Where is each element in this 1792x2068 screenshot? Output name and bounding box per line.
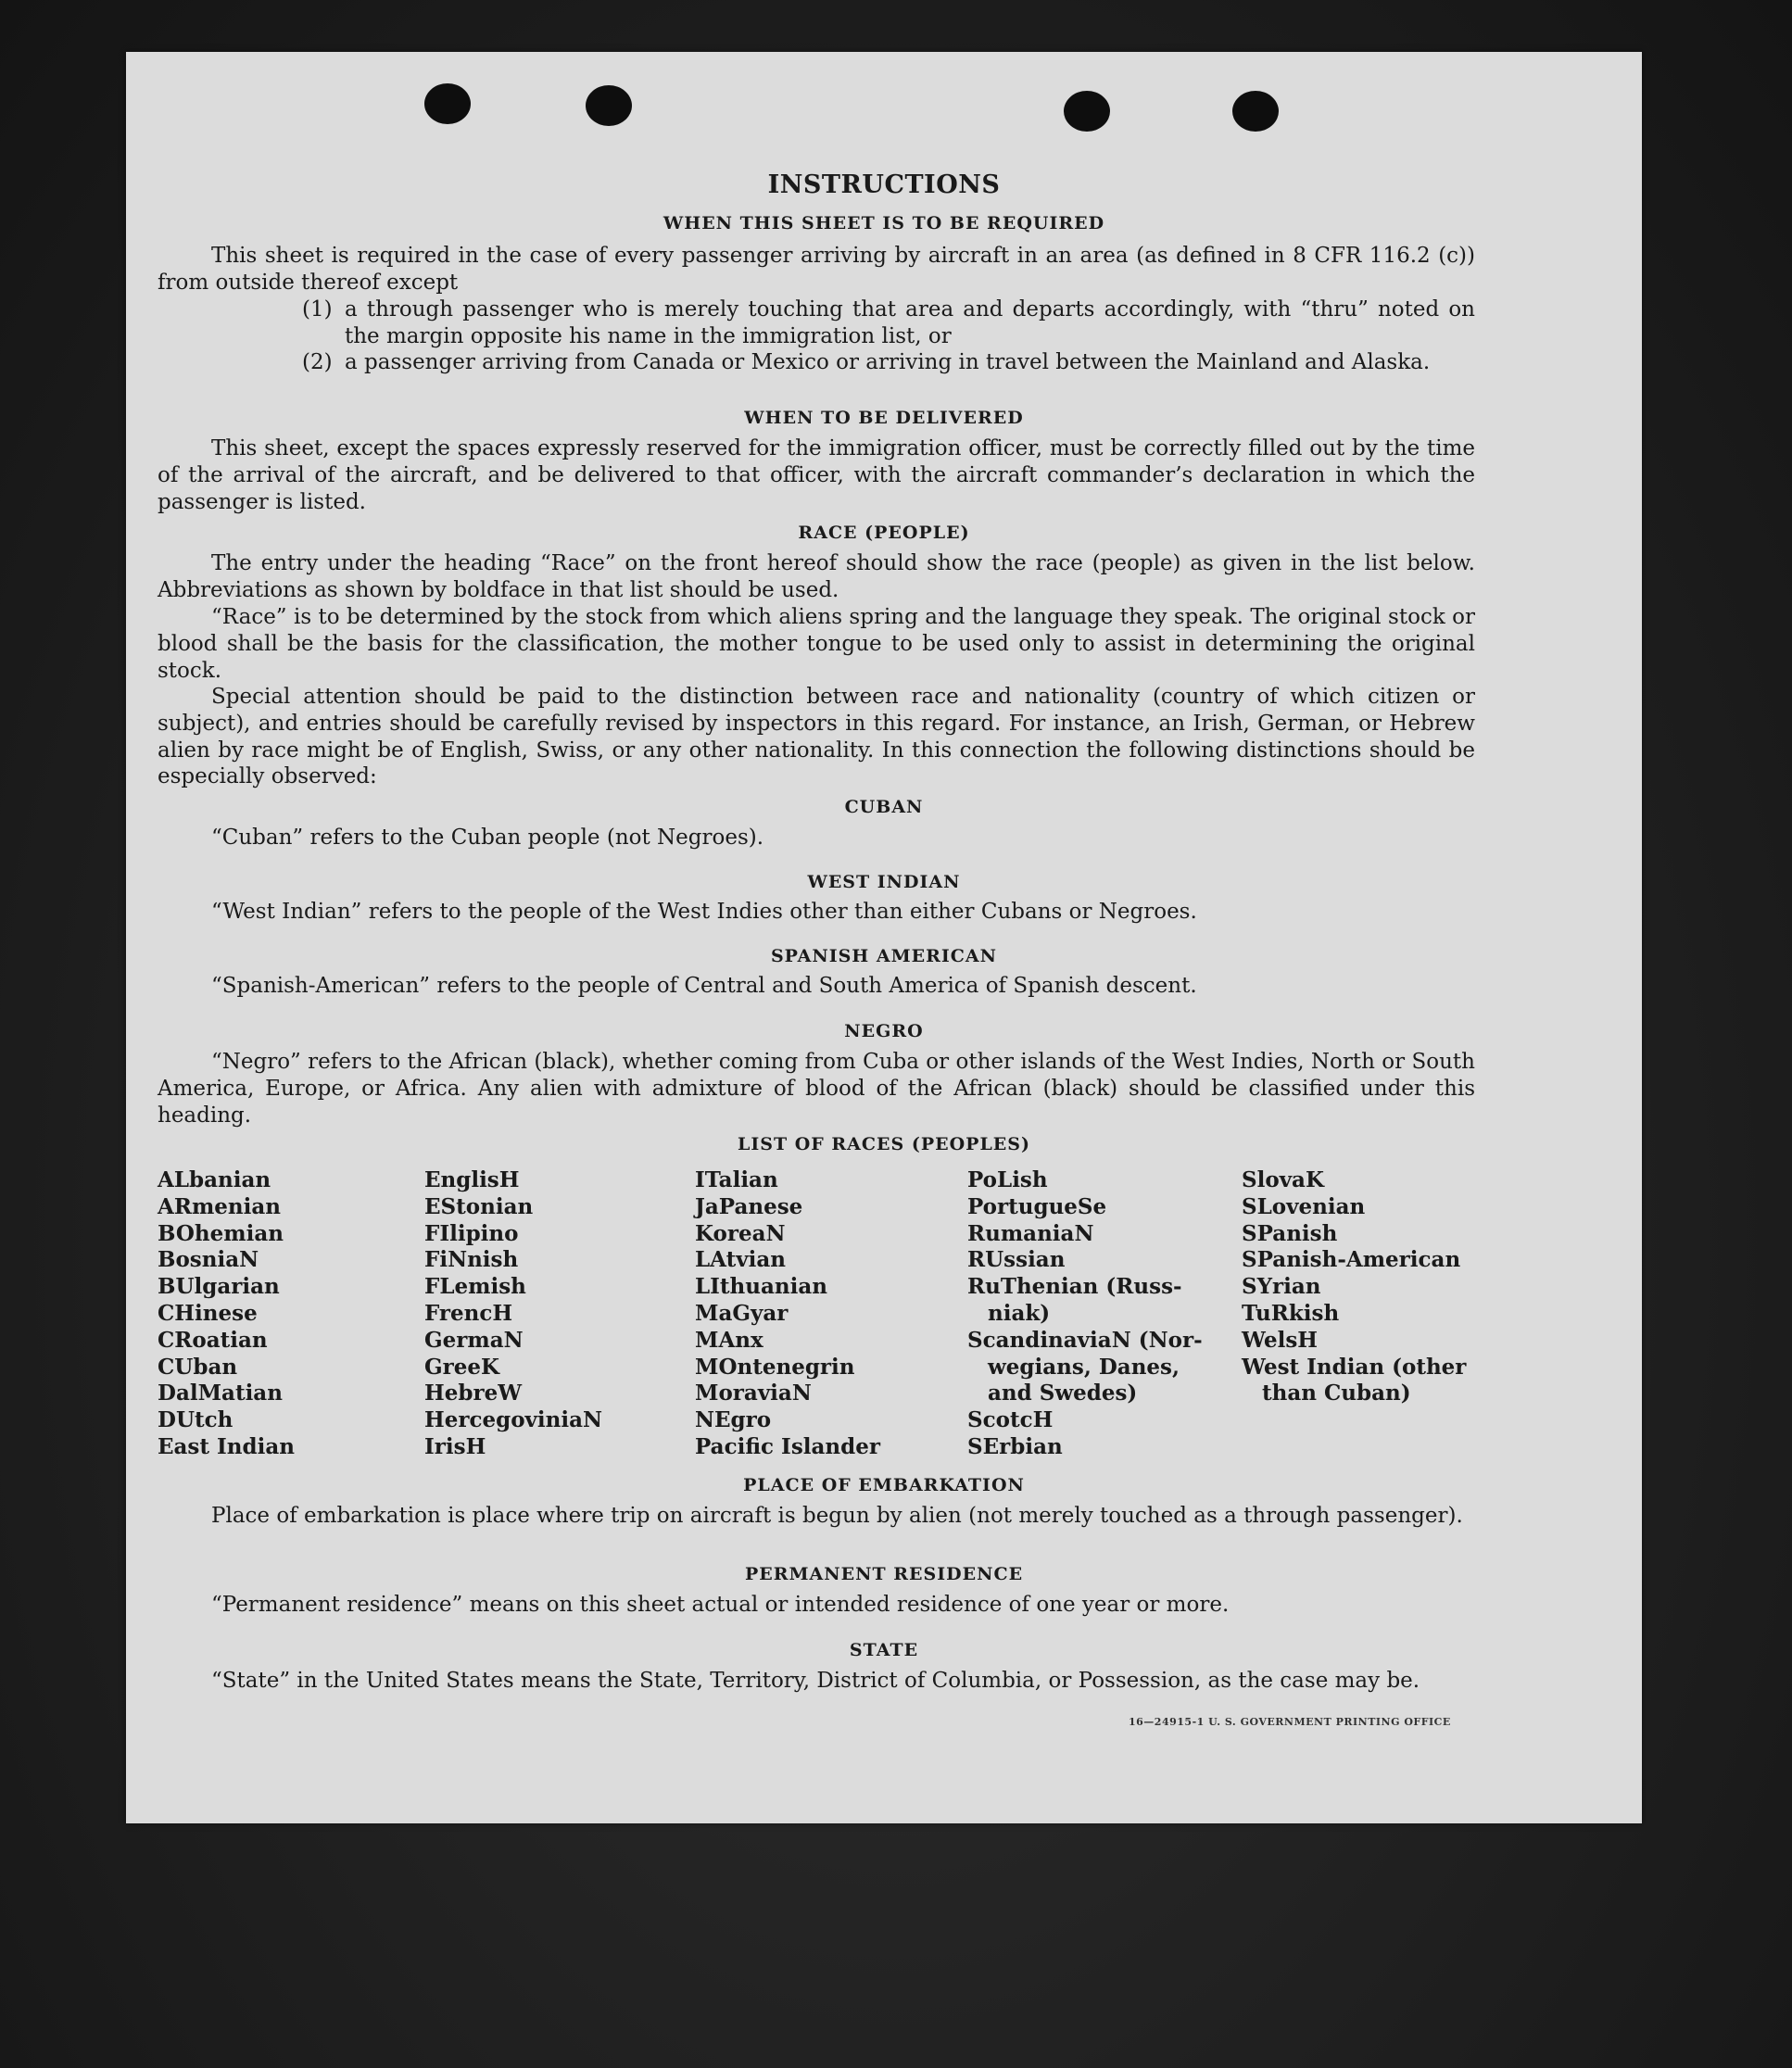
- section-heading: LIST OF RACES (PEOPLES): [738, 1134, 1030, 1154]
- race-entry: FrencH: [424, 1300, 513, 1326]
- race-entry: GermaN: [424, 1327, 524, 1353]
- section-heading: PLACE OF EMBARKATION: [743, 1475, 1025, 1495]
- punch-hole: [424, 83, 471, 124]
- race-entry: niak): [988, 1300, 1051, 1326]
- race-entry: wegians, Danes,: [988, 1354, 1180, 1380]
- punch-hole: [586, 85, 632, 126]
- item-text: a through passenger who is merely touching that area and departs accordingly, with “thru” noted on the margin opposite his name in the immigration list, or: [345, 297, 1475, 348]
- race-entry: WelsH: [1242, 1327, 1319, 1353]
- punch-hole: [1232, 91, 1279, 132]
- race-entry: MoraviaN: [695, 1381, 812, 1406]
- race-entry: and Swedes): [988, 1381, 1138, 1406]
- race-entry: FLemish: [424, 1274, 526, 1300]
- race-entry: RumaniaN: [967, 1220, 1094, 1246]
- section-heading: STATE: [849, 1640, 919, 1660]
- section-text: Place of embarkation is place where trip on aircraft is begun by alien (not merely touched as a through passenger).: [211, 1504, 1463, 1528]
- section-text: “West Indian” refers to the people of the West Indies other than either Cubans or Negroes.: [211, 900, 1197, 924]
- races-column: [1242, 1167, 1466, 1407]
- race-entry: Pacific Islander: [695, 1433, 880, 1459]
- race-entry: SYrian: [1242, 1274, 1321, 1300]
- document-sheet: [126, 52, 1642, 1823]
- races-column: [967, 1167, 1203, 1461]
- race-entry: NEgro: [695, 1407, 772, 1433]
- race-entry: LAtvian: [695, 1247, 786, 1273]
- race-entry: West Indian (other: [1242, 1354, 1467, 1380]
- race-entry: BosniaN: [158, 1247, 259, 1273]
- races-column: [424, 1167, 602, 1461]
- section-text: “Negro” refers to the African (black), whether coming from Cuba or other islands of the West Indies, North or South America, Europe, or Africa. Any alien with admixture of blood of the African (black) should be classified under this heading.: [158, 1050, 1475, 1128]
- section-heading: PERMANENT RESIDENCE: [744, 1564, 1024, 1584]
- race-entry: PortugueSe: [967, 1193, 1107, 1219]
- race-entry: East Indian: [158, 1433, 295, 1459]
- races-column: [158, 1167, 295, 1461]
- section-heading: WHEN THIS SHEET IS TO BE REQUIRED: [663, 213, 1105, 233]
- race-entry: CHinese: [158, 1300, 258, 1326]
- race-entry: MaGyar: [695, 1300, 789, 1326]
- section-text: “State” in the United States means the State, Territory, District of Columbia, or Possession, as the case may be.: [211, 1669, 1420, 1693]
- race-entry: PoLish: [967, 1167, 1048, 1192]
- section-text: This sheet is required in the case of every passenger arriving by aircraft in an area (as defined in 8 CFR 116.2 (c)) from outside thereof except: [158, 244, 1475, 295]
- section-text: The entry under the heading “Race” on the front hereof should show the race (people) as given in the list below. Abbreviations as shown by boldface in that list should be used.: [158, 551, 1475, 602]
- page-title: INSTRUCTIONS: [767, 170, 1001, 199]
- item-text: a passenger arriving from Canada or Mexico or arriving in travel between the Mainland and Alaska.: [345, 350, 1431, 374]
- race-entry: SLovenian: [1242, 1193, 1366, 1219]
- race-entry: CUban: [158, 1354, 238, 1380]
- section-text: “Race” is to be determined by the stock from which aliens spring and the language they speak. The original stock or blood shall be the basis for the classification, the mother tongue to be used only to assist in determining the original stock.: [158, 605, 1475, 683]
- race-entry: GreeK: [424, 1354, 500, 1380]
- section-heading: WHEN TO BE DELIVERED: [744, 408, 1024, 428]
- race-entry: SPanish: [1242, 1220, 1338, 1246]
- race-entry: RuThenian (Russ-: [967, 1274, 1182, 1300]
- race-entry: SlovaK: [1242, 1167, 1324, 1192]
- item-number: (2): [302, 350, 333, 374]
- race-entry: JaPanese: [695, 1193, 803, 1219]
- race-entry: FIlipino: [424, 1220, 519, 1246]
- punch-hole: [1064, 91, 1110, 132]
- race-entry: EnglisH: [424, 1167, 520, 1192]
- list-item: [302, 349, 1475, 376]
- race-entry: ARmenian: [158, 1193, 282, 1219]
- section-text: “Permanent residence” means on this sheet actual or intended residence of one year or more.: [211, 1593, 1230, 1617]
- race-entry: than Cuban): [1262, 1381, 1411, 1406]
- race-entry: CRoatian: [158, 1327, 268, 1353]
- section-text: “Cuban” refers to the Cuban people (not Negroes).: [211, 826, 764, 850]
- list-item: [302, 296, 1475, 350]
- races-column: [695, 1167, 880, 1461]
- race-entry: HercegoviniaN: [424, 1407, 603, 1433]
- race-entry: LIthuanian: [695, 1274, 827, 1300]
- race-entry: KoreaN: [695, 1220, 786, 1246]
- section-text: “Spanish-American” refers to the people of Central and South America of Spanish descent.: [211, 974, 1197, 998]
- section-heading: WEST INDIAN: [807, 872, 961, 892]
- item-number: (1): [302, 297, 333, 322]
- race-entry: MOntenegrin: [695, 1354, 855, 1380]
- race-entry: TuRkish: [1242, 1300, 1340, 1326]
- race-entry: HebreW: [424, 1381, 523, 1406]
- race-entry: SErbian: [967, 1433, 1063, 1459]
- section-heading: CUBAN: [844, 797, 924, 817]
- section-text: Special attention should be paid to the distinction between race and nationality (country of which citizen or subject), and entries should be carefully revised by inspectors in this regard. For instance, an Irish, German, or Hebrew alien by race might be of English, Swiss, or any other nationality. In this connection the following distinctions should be especially observed:: [158, 685, 1475, 789]
- race-entry: BOhemian: [158, 1220, 284, 1246]
- race-entry: EStonian: [424, 1193, 534, 1219]
- printing-office-code: 16—24915-1 U. S. GOVERNMENT PRINTING OFFICE: [1129, 1716, 1451, 1728]
- race-entry: ScotcH: [967, 1407, 1054, 1433]
- section-text: This sheet, except the spaces expressly reserved for the immigration officer, must be correctly filled out by the time of the arrival of the aircraft, and be delivered to that officer, with the aircraft commander’s declaration in which the passenger is listed.: [158, 436, 1475, 514]
- section-heading: RACE (PEOPLE): [798, 523, 970, 543]
- race-entry: FiNnish: [424, 1247, 519, 1273]
- race-entry: MAnx: [695, 1327, 763, 1353]
- race-entry: DalMatian: [158, 1381, 283, 1406]
- race-entry: BUlgarian: [158, 1274, 280, 1300]
- race-entry: DUtch: [158, 1407, 233, 1433]
- section-heading: SPANISH AMERICAN: [770, 946, 998, 966]
- race-entry: ScandinaviaN (Nor-: [967, 1327, 1203, 1353]
- race-entry: SPanish-American: [1242, 1247, 1461, 1273]
- section-heading: NEGRO: [844, 1021, 924, 1041]
- race-entry: ITalian: [695, 1167, 778, 1192]
- race-entry: ALbanian: [158, 1167, 271, 1192]
- race-entry: IrisH: [424, 1433, 486, 1459]
- race-entry: RUssian: [967, 1247, 1066, 1273]
